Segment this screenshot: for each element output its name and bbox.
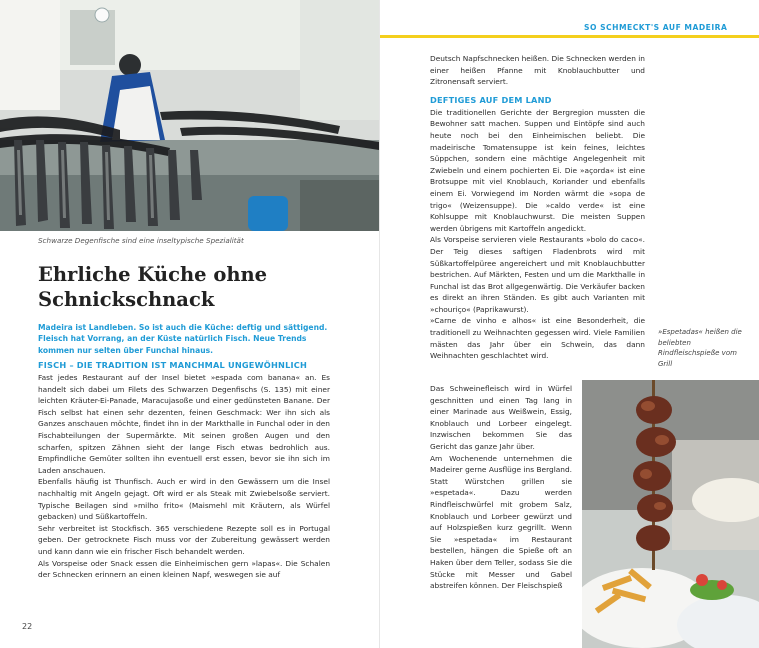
photo-caption: Schwarze Degenfische sind eine inseltypische Spezialität: [38, 236, 244, 245]
body-paragraph: Sehr verbreitet ist Stockfisch. 365 verschiedene Rezepte soll es in Portugal geben. Der getrocknete Fisch muss vor der Zubereitung gewässert werden und kann dann wie ein frischer Fisch behandelt werden.: [38, 523, 330, 556]
chapter-headline: [38, 262, 348, 312]
right-body-wrap-column: [430, 383, 572, 592]
body-paragraph: Die traditionellen Gerichte der Bergregion mussten die Bewohner satt machen. Suppen und Eintöpfe sind auch heute noch bei den Einheimischen beliebt. Die madeirische Tomatensuppe ist kein feines, leichtes Süppchen, sondern eine mächtige Angelegenheit mit Zwiebeln und einem pochierten Ei. Die »açorda« ist eine Brotsuppe mit viel Knoblauch, Koriander und ebenfalls einem Ei. Vorwiegend im Norden wärmt die »sopa de trigo« (Weizensuppe). Die »caldo verde« ist eine Kohlsuppe mit Knoblauchwurst. Die meisten Suppen werden übrigens mit Kartoffeln angedickt.: [430, 107, 645, 233]
photo-caption-espetada: »Espetadas« heißen die beliebten Rindfleischspieße vom Grill: [658, 328, 742, 368]
body-paragraph: Deutsch Napfschnecken heißen. Die Schnecken werden in einer heißen Pfanne mit Knoblauchbutter und Zitronensaft serviert.: [430, 54, 645, 87]
headline-line-2: Schnickschnack: [38, 288, 215, 311]
section-heading-deftiges: DEFTIGES AUF DEM LAND: [430, 94, 552, 105]
headline-line-1: Ehrliche Küche ohne: [38, 263, 268, 286]
section-heading-fisch: FISCH – DIE TRADITION IST MANCHMAL UNGEWÖHNLICH: [38, 360, 308, 370]
right-body-column: [430, 53, 645, 362]
espetada-photo: [582, 380, 759, 648]
body-paragraph: Fast jedes Restaurant auf der Insel bietet »espada com banana« an. Es handelt sich dabei um Filets des Schwarzen Degenfischs (S. 135) mit einer leichten Kräuter-Ei-Panade, Maracujasoße und einer gedünsteten Banane. Der Fisch selbst hat einen sehr dezenten, feinen Geschmack: Wer ihn sich als Ganzes anschauen möchte, findet ihn in der Markthalle in Funchal oder in den Fischabteilungen der Supermärkte. Mit seinen großen Augen und den scharfen, spitzen Zähnen sieht der lange Fisch etwas bedrohlich aus. Empfindliche Gemüter sollten ihn eventuell erst essen, bevor sie ihn sich im Laden anschauen.: [38, 373, 330, 475]
page-gutter: [379, 0, 380, 648]
market-fish-photo: [0, 0, 379, 231]
page-number: 22: [22, 622, 33, 631]
body-paragraph: Als Vorspeise servieren viele Restaurants »bolo do caco«. Der Teig dieses saftigen Fladenbrots wird mit Süßkartoffelpüree angereichert und mit Knoblauchbutter bestrichen. Auf Märkten, Festen und um die Markthalle in Funchal ist das Brot allgegenwärtig. Die Verkäufer backen es direkt an ihren Ständen. Es gibt auch Varianten mit »chouriço« (Paprikawurst).: [430, 235, 645, 314]
body-paragraph: Ebenfalls häufig ist Thunfisch. Auch er wird in den Gewässern um die Insel nachhaltig mit Angeln gejagt. Oft wird er als Steak mit Zwiebelsoße serviert. Typische Beilagen sind »milho frito« (Maismehl mit Kräutern, als Würfel gebacken) und Süßkartoffeln.: [38, 477, 330, 522]
body-paragraph: Am Wochenende unternehmen die Madeirer gerne Ausflüge ins Bergland. Statt Würstchen grillen sie »espetada«. Dazu werden Rindfleischwürfel mit grobem Salz, Knoblauch und Lorbeer gewürzt und auf Holzspießen kurz gegrillt. Wenn Sie »espetada« im Restaurant bestellen, hängen die Spieße oft an Haken über dem Teller, sodass Sie die Stücke mit Messer und Gabel abstreifen können. Der Fleischspieß: [430, 453, 572, 591]
body-paragraph: Als Vorspeise oder Snack essen die Einheimischen gern »lapas«. Die Schalen der Schnecken erinnern an einen kleinen Napf, weswegen sie auf: [38, 558, 330, 580]
left-body-column: [38, 360, 330, 581]
header-rule: [380, 35, 759, 38]
body-paragraph: Das Schweinefleisch wird in Würfel geschnitten und einen Tag lang in einer Marinade aus Weißwein, Essig, Knoblauch und Lorbeer eingelegt. Inzwischen bekommen Sie das Gericht das ganze Jahr über.: [430, 384, 572, 451]
running-head: SO SCHMECKT'S AUF MADEIRA: [584, 23, 728, 32]
body-paragraph: »Carne de vinho e alhos« ist eine Besonderheit, die traditionell zu Weihnachten gegessen wird. Viele Familien mästen das Jahr über ein Schwein, das dann Weihnachten geschlachtet wird.: [430, 316, 645, 361]
lead-paragraph: Madeira ist Landleben. So ist auch die Küche: deftig und sättigend. Fleisch hat Vorrang, an der Küste natürlich Fisch. Neue Trends kommen nur selten über Funchal hinaus.: [38, 323, 328, 355]
